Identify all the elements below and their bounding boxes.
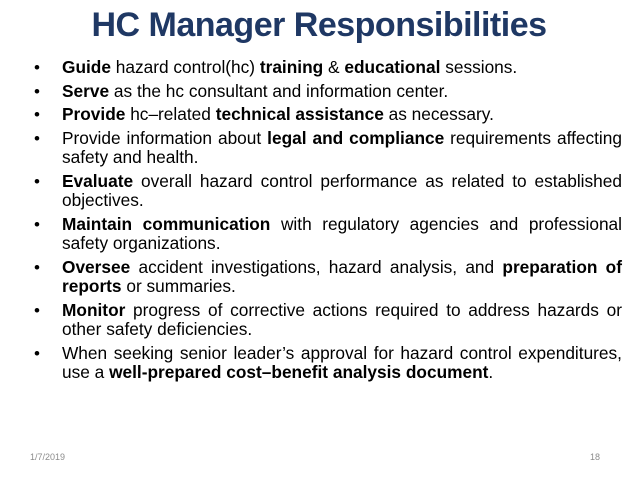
- bullet-item: [34, 58, 622, 78]
- bold-text: well-prepared cost–benefit analysis document: [109, 362, 489, 382]
- text: as necessary.: [383, 104, 494, 124]
- bullet-icon: •: [34, 171, 40, 191]
- text: with regulatory agencies and professional safety organizations.: [62, 213, 623, 253]
- bold-text: Maintain communication: [62, 213, 271, 234]
- bold-text: technical assistance: [215, 104, 384, 124]
- bullet-icon: •: [34, 214, 40, 234]
- bullet-item: [34, 215, 622, 254]
- bold-text: Guide: [62, 57, 111, 77]
- bullet-item: [34, 258, 622, 297]
- bullet-item: [34, 105, 622, 125]
- slide-title: HC Manager Responsibilities: [91, 6, 547, 44]
- bullet-icon: •: [34, 257, 40, 277]
- bullet-icon: •: [34, 58, 40, 77]
- bold-text: Monitor: [62, 299, 126, 320]
- bullet-item: [34, 129, 622, 168]
- text: When seeking senior leader’s approval for hazard control expenditures, use a: [62, 342, 622, 382]
- text: or summaries.: [121, 276, 236, 296]
- bullet-item: [34, 344, 622, 383]
- bullet-item: [34, 301, 622, 340]
- bold-text: educational: [344, 57, 441, 77]
- text: hc–related: [125, 104, 216, 124]
- text: Provide information about: [62, 127, 268, 148]
- bold-text: Serve: [62, 80, 110, 101]
- page-number: 18: [590, 452, 601, 462]
- text: progress of corrective actions required to address hazards or other safety deficiencies.: [62, 299, 622, 339]
- text: sessions.: [440, 57, 518, 77]
- bold-text: Evaluate: [62, 170, 134, 191]
- bullet-icon: •: [34, 81, 40, 101]
- text: .: [488, 362, 494, 382]
- bold-text: Provide: [62, 104, 126, 124]
- bold-text: legal and compliance: [267, 127, 445, 148]
- text: accident investigations, hazard analysis, and: [130, 256, 503, 277]
- bold-text: training: [259, 57, 324, 77]
- bullet-icon: •: [34, 300, 40, 320]
- bullet-icon: •: [34, 128, 40, 148]
- footer-date: 1/7/2019: [30, 452, 66, 462]
- bullet-icon: •: [34, 343, 40, 363]
- bullet-item: [34, 172, 622, 211]
- text: as the hc consultant and information center.: [109, 80, 449, 101]
- bold-text: preparation of reports: [62, 256, 622, 296]
- bullet-list: [34, 58, 622, 387]
- text: hazard control(hc): [110, 57, 260, 77]
- text: overall hazard control performance as related to established objectives.: [62, 170, 622, 210]
- bullet-icon: •: [34, 105, 40, 124]
- text: requirements affecting safety and health.: [62, 127, 622, 167]
- bullet-item: [34, 82, 622, 102]
- bold-text: Oversee: [62, 256, 131, 277]
- text: &: [323, 57, 345, 77]
